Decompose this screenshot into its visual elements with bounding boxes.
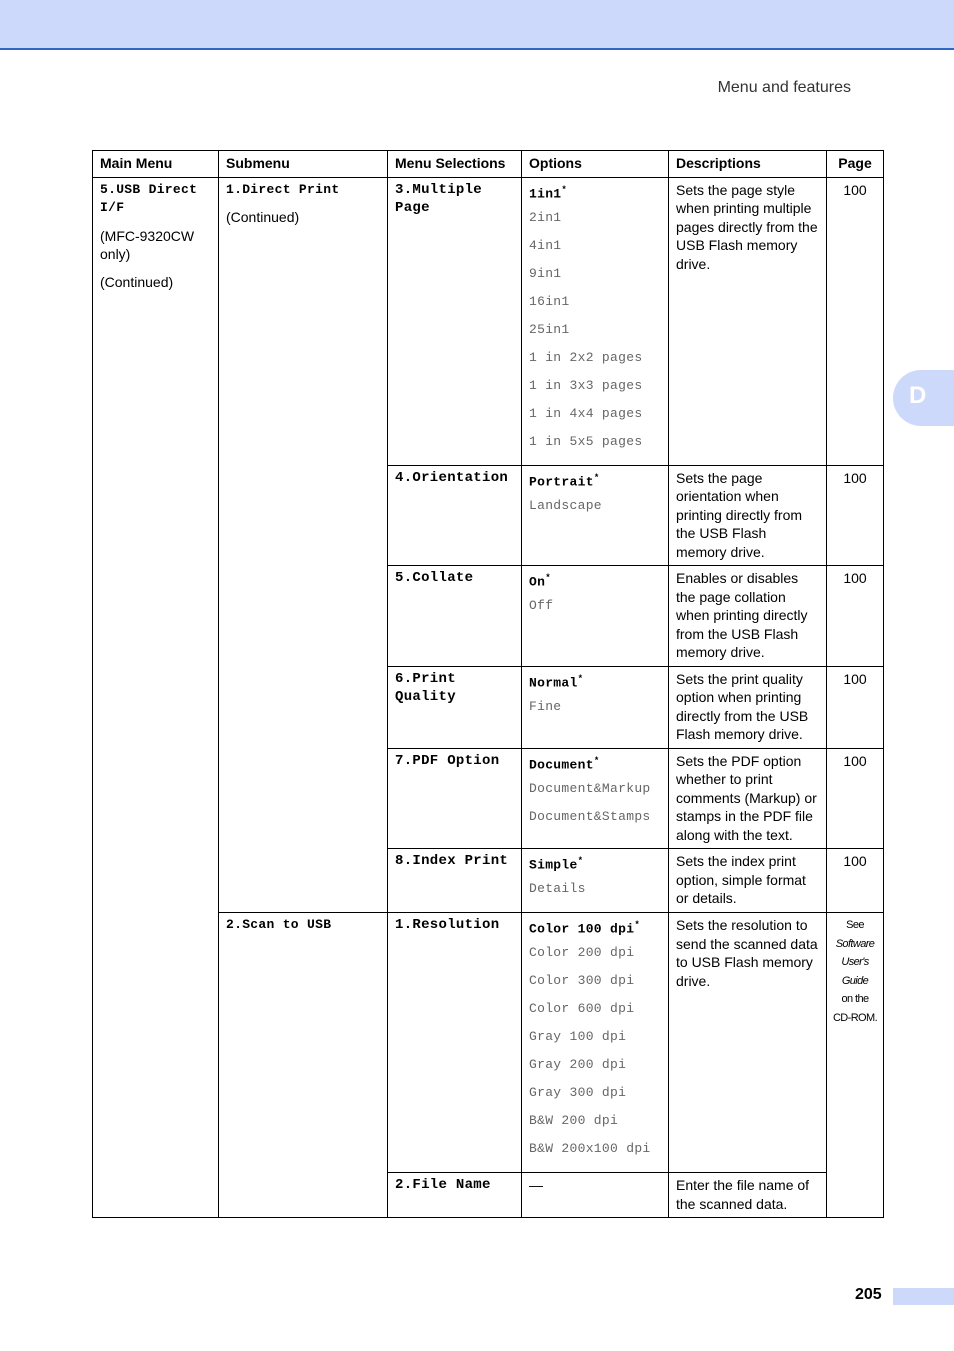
- option: Gray 100 dpi: [529, 1029, 627, 1044]
- option: Gray 300 dpi: [529, 1085, 627, 1100]
- menu-selection: 8.Index Print: [388, 849, 522, 913]
- options-cell: [522, 177, 669, 465]
- option: Document&Markup: [529, 780, 651, 796]
- page-ref-see-guide: [827, 913, 884, 1218]
- option: 1 in 3x3 pages: [529, 377, 643, 393]
- col-header-options: Options: [522, 151, 669, 178]
- menu-table: [92, 150, 884, 1218]
- options-cell: [522, 849, 669, 913]
- option: Color 600 dpi: [529, 1001, 635, 1016]
- option: 9in1: [529, 265, 562, 281]
- description: Sets the PDF option whether to print comments (Markup) or stamps in the PDF file along with the text.: [669, 748, 827, 849]
- option-default: Document*: [529, 755, 600, 772]
- description: Enables or disables the page collation when printing directly from the USB Flash memory drive.: [669, 566, 827, 667]
- option: Color 200 dpi: [529, 945, 635, 960]
- col-header-descriptions: Descriptions: [669, 151, 827, 178]
- main-menu-cell: [93, 177, 219, 1218]
- options-cell: [522, 748, 669, 849]
- chapter-tab-letter: D: [909, 382, 927, 409]
- see-software-guide-ref: See Software User's Guide on the CD-ROM.: [832, 919, 878, 1024]
- option: Details: [529, 881, 586, 896]
- option-default: Normal*: [529, 673, 584, 690]
- option: 25in1: [529, 321, 570, 337]
- col-header-submenu: Submenu: [219, 151, 388, 178]
- option: 16in1: [529, 293, 570, 309]
- option-default: 1in1*: [529, 184, 568, 201]
- description: Sets the page style when printing multiple pages directly from the USB Flash memory drive.: [669, 177, 827, 465]
- page-ref: 100: [827, 465, 884, 566]
- option: Off: [529, 598, 554, 613]
- description: Sets the index print option, simple format or details.: [669, 849, 827, 913]
- option: Landscape: [529, 497, 602, 513]
- options-cell: [522, 566, 669, 667]
- submenu-cell-direct-print: [219, 177, 388, 913]
- page-ref: 100: [827, 666, 884, 748]
- description: Sets the print quality option when printing directly from the USB Flash memory drive.: [669, 666, 827, 748]
- option: B&W 200 dpi: [529, 1113, 619, 1128]
- submenu-code: 2.Scan to USB: [226, 917, 332, 932]
- options-cell: [522, 465, 669, 566]
- description: Enter the file name of the scanned data.: [669, 1173, 827, 1218]
- option: 2in1: [529, 209, 562, 225]
- options-cell: [522, 913, 669, 1173]
- option: Document&Stamps: [529, 808, 651, 824]
- description: Sets the page orientation when printing directly from the USB Flash memory drive.: [669, 465, 827, 566]
- submenu-cell-scan-to-usb: [219, 913, 388, 1218]
- page-ref: 100: [827, 566, 884, 667]
- page-ref: 100: [827, 748, 884, 849]
- menu-selection: 4.Orientation: [388, 465, 522, 566]
- option: B&W 200x100 dpi: [529, 1141, 651, 1156]
- main-menu-continued: (Continued): [100, 273, 174, 290]
- option-default: On*: [529, 573, 551, 590]
- menu-selection: 7.PDF Option: [388, 748, 522, 849]
- option: Fine: [529, 698, 562, 714]
- main-menu-model: (MFC-9320CW only): [100, 227, 195, 262]
- menu-selection: 5.Collate: [388, 566, 522, 667]
- col-header-main-menu: Main Menu: [93, 151, 219, 178]
- submenu-continued: (Continued): [226, 209, 300, 225]
- option: 4in1: [529, 237, 562, 253]
- page-header-title: Menu and features: [717, 79, 851, 96]
- option: 1 in 2x2 pages: [529, 349, 643, 365]
- menu-selection: 2.File Name: [388, 1173, 522, 1218]
- option-dash: —: [522, 1173, 669, 1218]
- top-band: [0, 0, 954, 50]
- option: 1 in 5x5 pages: [529, 433, 643, 449]
- menu-selection: 1.Resolution: [388, 913, 522, 1173]
- option: 1 in 4x4 pages: [529, 405, 643, 421]
- table-row: [93, 177, 884, 465]
- options-cell: [522, 666, 669, 748]
- page-ref: 100: [827, 177, 884, 465]
- option-default: Color 100 dpi*: [529, 920, 641, 937]
- option-default: Portrait*: [529, 472, 600, 489]
- option: Color 300 dpi: [529, 973, 635, 988]
- menu-selection: 3.Multiple Page: [388, 177, 522, 465]
- page-ref: 100: [827, 849, 884, 913]
- menu-selection: 6.Print Quality: [388, 666, 522, 748]
- submenu-code: 1.Direct Print: [226, 181, 340, 197]
- table-header-row: [93, 151, 884, 178]
- main-menu-code: 5.USB Direct I/F: [100, 181, 198, 215]
- description: Sets the resolution to send the scanned data to USB Flash memory drive.: [669, 913, 827, 1173]
- page-number: 205: [855, 1286, 882, 1303]
- option-default: Simple*: [529, 856, 584, 873]
- footer-bar: [893, 1288, 954, 1305]
- option: Gray 200 dpi: [529, 1057, 627, 1072]
- col-header-menu-selections: Menu Selections: [388, 151, 522, 178]
- chapter-tab: [893, 370, 954, 426]
- col-header-page: Page: [827, 151, 884, 178]
